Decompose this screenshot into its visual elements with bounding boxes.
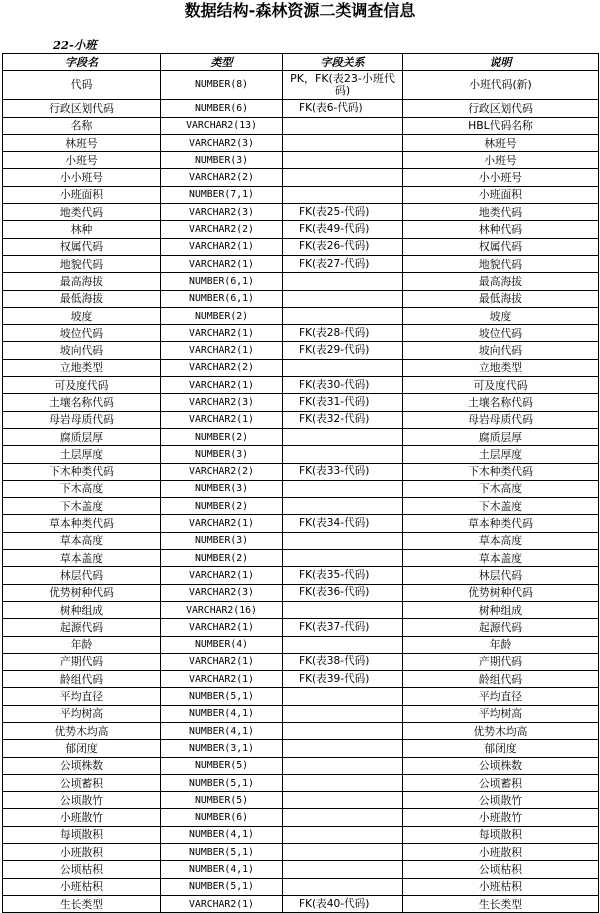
cell-description: 行政区划代码 <box>403 100 599 117</box>
cell-field-name: 小小班号 <box>3 169 161 186</box>
cell-field-name: 坡向代码 <box>3 342 161 359</box>
table-row <box>3 584 599 601</box>
cell-description: 树种组成 <box>403 601 599 618</box>
cell-relation: FK(表29-代码) <box>283 342 403 359</box>
cell-field-name: 地类代码 <box>3 204 161 221</box>
cell-type: VARCHAR2(16) <box>161 601 283 618</box>
cell-field-name: 地貌代码 <box>3 255 161 272</box>
table-row <box>3 861 599 878</box>
cell-description: 龄组代码 <box>403 671 599 688</box>
cell-field-name: 名称 <box>3 117 161 134</box>
field-table <box>2 53 599 913</box>
cell-relation <box>283 757 403 774</box>
cell-description: 坡位代码 <box>403 325 599 342</box>
table-row <box>3 895 599 912</box>
cell-type: NUMBER(5,1) <box>161 688 283 705</box>
cell-type: NUMBER(4,1) <box>161 705 283 722</box>
table-row <box>3 238 599 255</box>
cell-field-name: 行政区划代码 <box>3 100 161 117</box>
cell-type: VARCHAR2(1) <box>161 377 283 394</box>
cell-relation: FK(表37-代码) <box>283 619 403 636</box>
cell-description: 优势树种代码 <box>403 584 599 601</box>
cell-field-name: 腐质层厚 <box>3 428 161 445</box>
table-row <box>3 273 599 290</box>
cell-type: NUMBER(6,1) <box>161 290 283 307</box>
table-row <box>3 688 599 705</box>
cell-field-name: 草本种类代码 <box>3 515 161 532</box>
cell-field-name: 小班号 <box>3 152 161 169</box>
cell-description: 土壤名称代码 <box>403 394 599 411</box>
cell-type: VARCHAR2(13) <box>161 117 283 134</box>
cell-relation <box>283 774 403 791</box>
cell-type: VARCHAR2(1) <box>161 255 283 272</box>
cell-field-name: 起源代码 <box>3 619 161 636</box>
cell-description: 年龄 <box>403 636 599 653</box>
cell-field-name: 每顷散积 <box>3 826 161 843</box>
cell-description: 小班散积 <box>403 844 599 861</box>
cell-field-name: 林种 <box>3 221 161 238</box>
cell-description: 小班枯积 <box>403 878 599 895</box>
cell-type: NUMBER(4,1) <box>161 826 283 843</box>
cell-description: 小班面积 <box>403 186 599 203</box>
cell-relation: FK(表36-代码) <box>283 584 403 601</box>
cell-type: VARCHAR2(1) <box>161 411 283 428</box>
cell-description: 优势木均高 <box>403 722 599 739</box>
table-row <box>3 411 599 428</box>
table-row <box>3 204 599 221</box>
table-row <box>3 722 599 739</box>
cell-field-name: 平均树高 <box>3 705 161 722</box>
cell-type: NUMBER(2) <box>161 307 283 324</box>
cell-field-name: 公顷株数 <box>3 757 161 774</box>
cell-field-name: 林班号 <box>3 134 161 151</box>
cell-field-name: 小班散积 <box>3 844 161 861</box>
table-row <box>3 498 599 515</box>
table-row <box>3 186 599 203</box>
cell-field-name: 母岩母质代码 <box>3 411 161 428</box>
cell-field-name: 平均直径 <box>3 688 161 705</box>
table-row <box>3 71 599 100</box>
header-type: 类型 <box>161 54 283 71</box>
cell-type: VARCHAR2(1) <box>161 671 283 688</box>
cell-description: 草本种类代码 <box>403 515 599 532</box>
table-row <box>3 463 599 480</box>
header-description: 说明 <box>403 54 599 71</box>
cell-type: NUMBER(3) <box>161 480 283 497</box>
cell-description: 平均直径 <box>403 688 599 705</box>
cell-field-name: 土壤名称代码 <box>3 394 161 411</box>
cell-description: 每顷散积 <box>403 826 599 843</box>
cell-type: VARCHAR2(1) <box>161 895 283 912</box>
cell-relation <box>283 186 403 203</box>
cell-description: 最高海拔 <box>403 273 599 290</box>
cell-relation <box>283 688 403 705</box>
cell-type: NUMBER(2) <box>161 550 283 567</box>
cell-type: VARCHAR2(1) <box>161 619 283 636</box>
cell-field-name: 立地类型 <box>3 359 161 376</box>
cell-relation: FK(表33-代码) <box>283 463 403 480</box>
cell-description: 下木种类代码 <box>403 463 599 480</box>
cell-description: 草本盖度 <box>403 550 599 567</box>
cell-description: 起源代码 <box>403 619 599 636</box>
table-row <box>3 307 599 324</box>
table-row <box>3 878 599 895</box>
cell-field-name: 小班散竹 <box>3 809 161 826</box>
cell-field-name: 权属代码 <box>3 238 161 255</box>
cell-description: 平均树高 <box>403 705 599 722</box>
table-row <box>3 255 599 272</box>
cell-type: NUMBER(5,1) <box>161 878 283 895</box>
cell-type: NUMBER(3) <box>161 152 283 169</box>
header-field-name: 字段名 <box>3 54 161 71</box>
document-title: 数据结构-森林资源二类调查信息 <box>184 1 416 20</box>
cell-relation <box>283 428 403 445</box>
cell-type: VARCHAR2(1) <box>161 238 283 255</box>
cell-type: NUMBER(6) <box>161 809 283 826</box>
cell-relation <box>283 532 403 549</box>
cell-relation: FK(表30-代码) <box>283 377 403 394</box>
cell-type: NUMBER(4,1) <box>161 722 283 739</box>
cell-field-name: 生长类型 <box>3 895 161 912</box>
cell-relation: FK(表49-代码) <box>283 221 403 238</box>
cell-relation: FK(表28-代码) <box>283 325 403 342</box>
cell-description: 公顷株数 <box>403 757 599 774</box>
cell-field-name: 下木盖度 <box>3 498 161 515</box>
cell-description: 林班号 <box>403 134 599 151</box>
cell-field-name: 龄组代码 <box>3 671 161 688</box>
cell-description: 母岩母质代码 <box>403 411 599 428</box>
table-row <box>3 428 599 445</box>
cell-description: 坡度 <box>403 307 599 324</box>
cell-type: NUMBER(4,1) <box>161 861 283 878</box>
cell-description: 郁闭度 <box>403 740 599 757</box>
cell-field-name: 郁闭度 <box>3 740 161 757</box>
table-row <box>3 359 599 376</box>
cell-field-name: 小班枯积 <box>3 878 161 895</box>
cell-description: 立地类型 <box>403 359 599 376</box>
table-row <box>3 636 599 653</box>
cell-relation: FK(表25-代码) <box>283 204 403 221</box>
cell-type: NUMBER(3,1) <box>161 740 283 757</box>
cell-relation <box>283 290 403 307</box>
cell-relation <box>283 480 403 497</box>
cell-type: VARCHAR2(3) <box>161 394 283 411</box>
cell-field-name: 坡度 <box>3 307 161 324</box>
cell-field-name: 最低海拔 <box>3 290 161 307</box>
cell-relation <box>283 809 403 826</box>
cell-relation <box>283 844 403 861</box>
cell-type: VARCHAR2(3) <box>161 134 283 151</box>
cell-relation <box>283 601 403 618</box>
cell-description: 可及度代码 <box>403 377 599 394</box>
cell-description: 公顷枯积 <box>403 861 599 878</box>
cell-relation: FK(表40-代码) <box>283 895 403 912</box>
cell-field-name: 小班面积 <box>3 186 161 203</box>
table-row <box>3 134 599 151</box>
cell-field-name: 最高海拔 <box>3 273 161 290</box>
cell-relation <box>283 636 403 653</box>
cell-type: VARCHAR2(3) <box>161 204 283 221</box>
cell-field-name: 树种组成 <box>3 601 161 618</box>
cell-type: VARCHAR2(1) <box>161 653 283 670</box>
cell-relation <box>283 273 403 290</box>
cell-relation <box>283 359 403 376</box>
table-row <box>3 325 599 342</box>
table-row <box>3 152 599 169</box>
cell-relation: FK(表39-代码) <box>283 671 403 688</box>
cell-field-name: 公顷蓄积 <box>3 774 161 791</box>
cell-field-name: 可及度代码 <box>3 377 161 394</box>
cell-type: NUMBER(5,1) <box>161 774 283 791</box>
table-row <box>3 757 599 774</box>
cell-field-name: 优势木均高 <box>3 722 161 739</box>
cell-type: VARCHAR2(1) <box>161 515 283 532</box>
cell-description: 土层厚度 <box>403 446 599 463</box>
table-row <box>3 653 599 670</box>
cell-type: NUMBER(6) <box>161 100 283 117</box>
cell-description: 林层代码 <box>403 567 599 584</box>
cell-description: 下木盖度 <box>403 498 599 515</box>
cell-type: VARCHAR2(1) <box>161 567 283 584</box>
cell-field-name: 坡位代码 <box>3 325 161 342</box>
cell-description: 下木高度 <box>403 480 599 497</box>
cell-relation: FK(表32-代码) <box>283 411 403 428</box>
cell-relation <box>283 446 403 463</box>
cell-relation <box>283 722 403 739</box>
table-row <box>3 480 599 497</box>
cell-description: 草本高度 <box>403 532 599 549</box>
cell-field-name: 下木种类代码 <box>3 463 161 480</box>
cell-description: 小班代码(新) <box>403 71 599 100</box>
table-row <box>3 221 599 238</box>
table-row <box>3 826 599 843</box>
cell-field-name: 代码 <box>3 71 161 100</box>
table-header-row <box>3 54 599 71</box>
cell-relation <box>283 705 403 722</box>
cell-relation <box>283 550 403 567</box>
cell-type: NUMBER(7,1) <box>161 186 283 203</box>
cell-relation <box>283 740 403 757</box>
cell-description: 小小班号 <box>403 169 599 186</box>
cell-type: NUMBER(5) <box>161 792 283 809</box>
table-row <box>3 342 599 359</box>
table-row <box>3 394 599 411</box>
cell-description: 产期代码 <box>403 653 599 670</box>
table-row <box>3 774 599 791</box>
cell-relation: FK(表35-代码) <box>283 567 403 584</box>
cell-relation <box>283 169 403 186</box>
cell-type: NUMBER(5,1) <box>161 844 283 861</box>
cell-relation: FK(表38-代码) <box>283 653 403 670</box>
cell-relation: FK(表6-代码) <box>283 100 403 117</box>
cell-field-name: 林层代码 <box>3 567 161 584</box>
cell-type: NUMBER(8) <box>161 71 283 100</box>
cell-relation <box>283 826 403 843</box>
cell-type: VARCHAR2(3) <box>161 584 283 601</box>
cell-type: NUMBER(3) <box>161 446 283 463</box>
cell-type: VARCHAR2(2) <box>161 221 283 238</box>
cell-field-name: 年龄 <box>3 636 161 653</box>
cell-description: 公顷散竹 <box>403 792 599 809</box>
table-body <box>3 71 599 913</box>
table-row <box>3 550 599 567</box>
cell-relation <box>283 878 403 895</box>
cell-description: 地貌代码 <box>403 255 599 272</box>
table-row <box>3 619 599 636</box>
table-row <box>3 740 599 757</box>
cell-description: 权属代码 <box>403 238 599 255</box>
cell-description: 小班号 <box>403 152 599 169</box>
cell-type: VARCHAR2(2) <box>161 463 283 480</box>
cell-type: NUMBER(2) <box>161 498 283 515</box>
table-subtitle: 22-小班 <box>53 38 97 52</box>
cell-description: 生长类型 <box>403 895 599 912</box>
cell-type: NUMBER(2) <box>161 428 283 445</box>
cell-relation: FK(表34-代码) <box>283 515 403 532</box>
cell-relation: PK，FK(表23-小班代码) <box>283 71 403 100</box>
cell-relation <box>283 498 403 515</box>
table-row <box>3 117 599 134</box>
table-row <box>3 169 599 186</box>
table-row <box>3 290 599 307</box>
cell-field-name: 土层厚度 <box>3 446 161 463</box>
cell-type: NUMBER(4) <box>161 636 283 653</box>
table-row <box>3 705 599 722</box>
cell-field-name: 公顷散竹 <box>3 792 161 809</box>
cell-field-name: 下木高度 <box>3 480 161 497</box>
cell-relation <box>283 861 403 878</box>
cell-relation: FK(表27-代码) <box>283 255 403 272</box>
cell-description: HBL代码名称 <box>403 117 599 134</box>
cell-field-name: 草本盖度 <box>3 550 161 567</box>
table-row <box>3 100 599 117</box>
cell-relation <box>283 117 403 134</box>
cell-description: 小班散竹 <box>403 809 599 826</box>
cell-field-name: 草本高度 <box>3 532 161 549</box>
cell-field-name: 公顷枯积 <box>3 861 161 878</box>
table-row <box>3 377 599 394</box>
cell-relation: FK(表31-代码) <box>283 394 403 411</box>
cell-type: NUMBER(5) <box>161 757 283 774</box>
cell-description: 最低海拔 <box>403 290 599 307</box>
cell-relation <box>283 307 403 324</box>
cell-relation <box>283 152 403 169</box>
cell-description: 公顷蓄积 <box>403 774 599 791</box>
cell-type: NUMBER(3) <box>161 532 283 549</box>
cell-description: 坡向代码 <box>403 342 599 359</box>
table-row <box>3 446 599 463</box>
cell-relation <box>283 134 403 151</box>
cell-field-name: 优势树种代码 <box>3 584 161 601</box>
table-row <box>3 567 599 584</box>
table-row <box>3 515 599 532</box>
table-row <box>3 601 599 618</box>
header-relation: 字段关系 <box>283 54 403 71</box>
table-row <box>3 532 599 549</box>
cell-description: 地类代码 <box>403 204 599 221</box>
table-row <box>3 844 599 861</box>
table-row <box>3 809 599 826</box>
cell-type: VARCHAR2(1) <box>161 325 283 342</box>
cell-description: 林种代码 <box>403 221 599 238</box>
table-row <box>3 671 599 688</box>
cell-relation <box>283 792 403 809</box>
cell-type: VARCHAR2(2) <box>161 169 283 186</box>
cell-relation: FK(表26-代码) <box>283 238 403 255</box>
cell-type: NUMBER(6,1) <box>161 273 283 290</box>
cell-type: VARCHAR2(1) <box>161 342 283 359</box>
cell-description: 腐质层厚 <box>403 428 599 445</box>
table-row <box>3 792 599 809</box>
cell-type: VARCHAR2(2) <box>161 359 283 376</box>
cell-field-name: 产期代码 <box>3 653 161 670</box>
